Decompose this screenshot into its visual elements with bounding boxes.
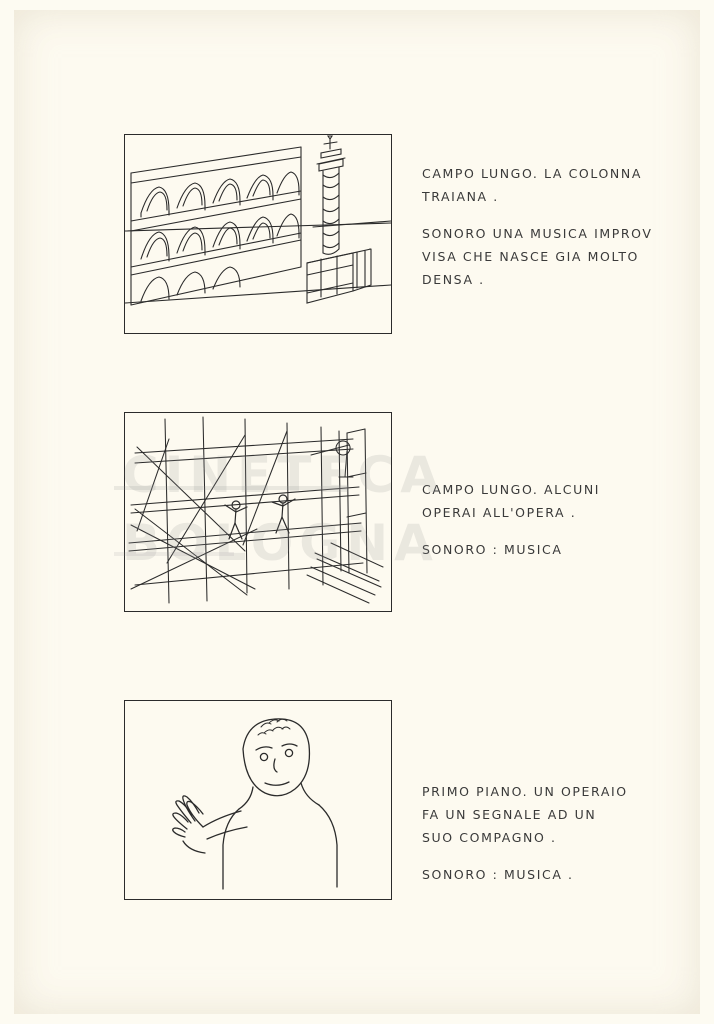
caption-line: SONORO : MUSICA . — [422, 867, 574, 882]
storyboard-panel-1 — [124, 134, 392, 334]
caption-line: SONORO : MUSICA — [422, 542, 563, 557]
panel-1-drawing — [125, 135, 391, 333]
panel-2-drawing — [125, 413, 391, 611]
panel-2-caption-para-2 — [422, 538, 714, 561]
watermark-line-1: CINETECA — [122, 446, 445, 504]
panel-3-caption-para-2 — [422, 863, 714, 886]
caption-line: CAMPO LUNGO. ALCUNI — [422, 482, 601, 497]
panel-2-caption-para-1 — [422, 478, 714, 524]
storyboard-panel-3 — [124, 700, 392, 900]
panel-3-caption — [422, 780, 714, 886]
caption-line: VISA CHE NASCE GIA MOLTO — [422, 249, 640, 264]
caption-line: TRAIANA . — [422, 189, 499, 204]
caption-line: FA UN SEGNALE AD UN — [422, 807, 597, 822]
caption-line: SUO COMPAGNO . — [422, 830, 557, 845]
paper-sheet — [14, 10, 700, 1014]
panel-1-caption — [422, 162, 714, 291]
watermark-line-2: BOLOGNA — [122, 514, 439, 572]
panel-3-caption-para-1 — [422, 780, 714, 849]
panel-1-caption-para-2 — [422, 222, 714, 291]
caption-line: SONORO UNA MUSICA IMPROV — [422, 226, 653, 241]
panel-2-caption — [422, 478, 714, 561]
panel-1-caption-para-1 — [422, 162, 714, 208]
caption-line: PRIMO PIANO. UN OPERAIO — [422, 784, 628, 799]
caption-line: DENSA . — [422, 272, 485, 287]
storyboard-panel-2 — [124, 412, 392, 612]
panel-3-drawing — [125, 701, 391, 899]
caption-line: CAMPO LUNGO. LA COLONNA — [422, 166, 642, 181]
caption-line: OPERAI ALL'OPERA . — [422, 505, 577, 520]
